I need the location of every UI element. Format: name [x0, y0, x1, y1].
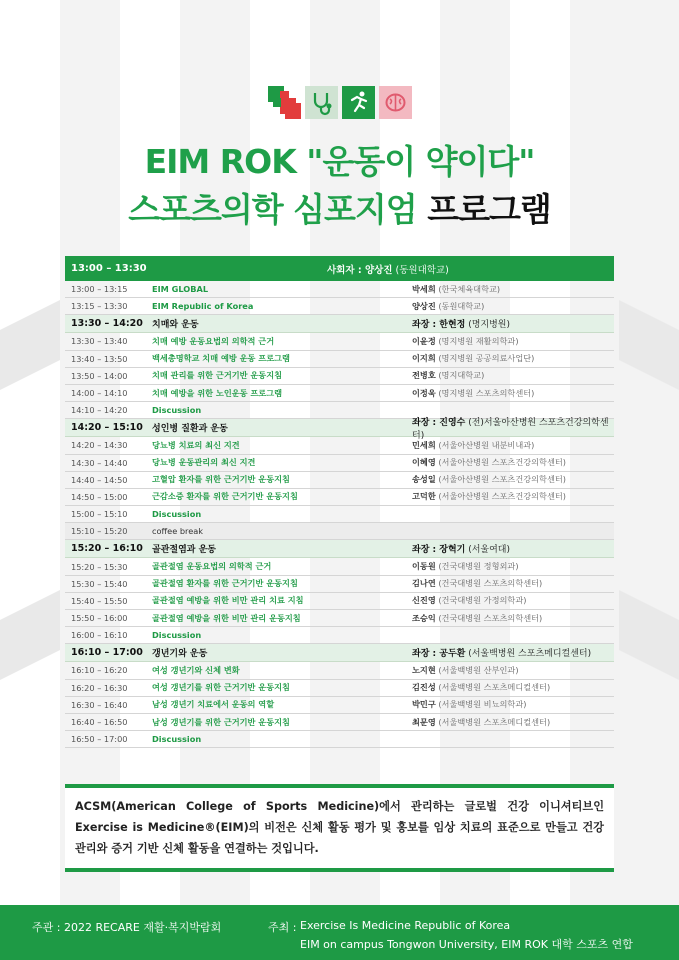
table-row: 16:20 – 16:30 여성 갱년기를 위한 근거기반 운동지침 김진성 (서울백병원 스포츠메디컬센터)	[65, 680, 614, 697]
table-row: 14:50 – 15:00 근감소증 환자를 위한 근거기반 운동지침 고덕한 (서울아산병원 스포츠건강의학센터)	[65, 489, 614, 506]
table-row: 14:40 – 14:50 고혈압 환자를 위한 근거기반 운동지침 송성일 (서울아산병원 스포츠건강의학센터)	[65, 472, 614, 489]
title-green-part: 스포츠의학 심포지엄	[128, 190, 417, 229]
title-line-1: EIM ROK "운동이 약이다"	[144, 142, 535, 181]
table-row: 15:50 – 16:00 골관절염 예방을 위한 비만 관리 운동지침 조승익 (건국대병원 스포츠의학센터)	[65, 610, 614, 627]
footer-org-line-1: Exercise Is Medicine Republic of Korea	[300, 919, 511, 932]
table-row: 15:40 – 15:50 골관절염 예방을 위한 비만 관리 치료 지침 신진영 (건국대병원 가정의학과)	[65, 593, 614, 610]
table-row: 14:00 – 14:10 치매 예방을 위한 노인운동 프로그램 이정욱 (명지병원 스포츠의학센터)	[65, 385, 614, 402]
brain-icon	[379, 86, 412, 119]
footer-org-label: 주최 :	[268, 921, 297, 934]
icon-row	[0, 86, 679, 119]
table-row: 14:10 – 14:20 Discussion	[65, 402, 614, 419]
table-row: 16:00 – 16:10 Discussion	[65, 627, 614, 644]
table-row: 15:00 – 15:10 Discussion	[65, 506, 614, 523]
table-row: 13:40 – 13:50 백세총명학교 치매 예방 운동 프로그램 이지희 (명지병원 공공의료사업단)	[65, 351, 614, 368]
session-header: 16:10 – 17:00 갱년기와 운동 좌장 : 공두환 (서울백병원 스포츠메디컬센터)	[65, 644, 614, 662]
table-row: 16:50 – 17:00 Discussion	[65, 731, 614, 748]
opening-time: 13:00 – 13:30	[71, 263, 147, 274]
stethoscope-icon	[305, 86, 338, 119]
title-line-2	[0, 184, 679, 231]
table-row: 13:00 – 13:15 EIM GLOBAL 박세희 (한국체육대학교)	[65, 281, 614, 298]
footer-host: 주관 : 2022 RECARE 재활·복지박람회	[32, 921, 222, 934]
table-row: 13:15 – 13:30 EIM Republic of Korea 양상진 (동원대학교)	[65, 298, 614, 315]
coffee-break-row: 15:10 – 15:20 coffee break	[65, 523, 614, 540]
runner-icon	[342, 86, 375, 119]
opening-header-row	[65, 256, 614, 281]
table-row: 16:40 – 16:50 남성 갱년기를 위한 근거기반 운동지침 최문영 (서울백병원 스포츠메디컬센터)	[65, 714, 614, 731]
opening-chair: 사회자 : 양상진 (동원대학교)	[327, 264, 449, 276]
table-row: 13:30 – 13:40 치매 예방 운동요법의 의학적 근거 이윤정 (명지병원 재활의학과)	[65, 333, 614, 350]
session-header: 15:20 – 16:10 골관절염과 운동 좌장 : 장혁기 (서울여대)	[65, 540, 614, 558]
footer-org-line-2: EIM on campus Tongwon University, EIM ROK 대학 스포츠 연합	[300, 938, 633, 951]
table-row: 16:30 – 16:40 남성 갱년기 치료에서 운동의 역할 박민구 (서울백병원 비뇨의학과)	[65, 697, 614, 714]
session-header: 14:20 – 15:10 성인병 질환과 운동 좌장 : 진영수 (전)서울아산병원 스포츠건강의학센터)	[65, 419, 614, 437]
table-row: 14:20 – 14:30 당뇨병 치료의 최신 지견 민세희 (서울아산병원 내분비내과)	[65, 437, 614, 454]
title-black-part: 프로그램	[427, 190, 551, 229]
table-row: 14:30 – 14:40 당뇨병 운동관리의 최신 지견 이혜영 (서울아산병원 스포츠건강의학센터)	[65, 455, 614, 472]
table-row: 15:20 – 15:30 골관절염 운동요법의 의학적 근거 이동원 (건국대병원 정형외과)	[65, 558, 614, 575]
footer	[0, 905, 679, 960]
description-box: ACSM(American College of Sports Medicine)에서 관리하는 글로벌 건강 이니셔티브인 Exercise is Medicine®(EIM)의 비전은 신체 활동 평가 및 홍보를 임상 치료의 표준으로 만들고 건강 관리와 증거 기반 신체 활동을 연결하는 것입니다.	[65, 784, 614, 872]
table-row: 15:30 – 15:40 골관절염 환자를 위한 근거기반 운동지침 김나연 (건국대병원 스포츠의학센터)	[65, 576, 614, 593]
table-row: 13:50 – 14:00 치매 관리를 위한 근거기반 운동지침 전병호 (명지대학교)	[65, 368, 614, 385]
session-header: 13:30 – 14:20 치매와 운동 좌장 : 한현정 (명지병원)	[65, 315, 614, 333]
cross-icon	[268, 86, 301, 119]
program-table	[65, 256, 614, 748]
table-row: 16:10 – 16:20 여성 갱년기와 신체 변화 노지현 (서울백병원 산부인과)	[65, 662, 614, 679]
